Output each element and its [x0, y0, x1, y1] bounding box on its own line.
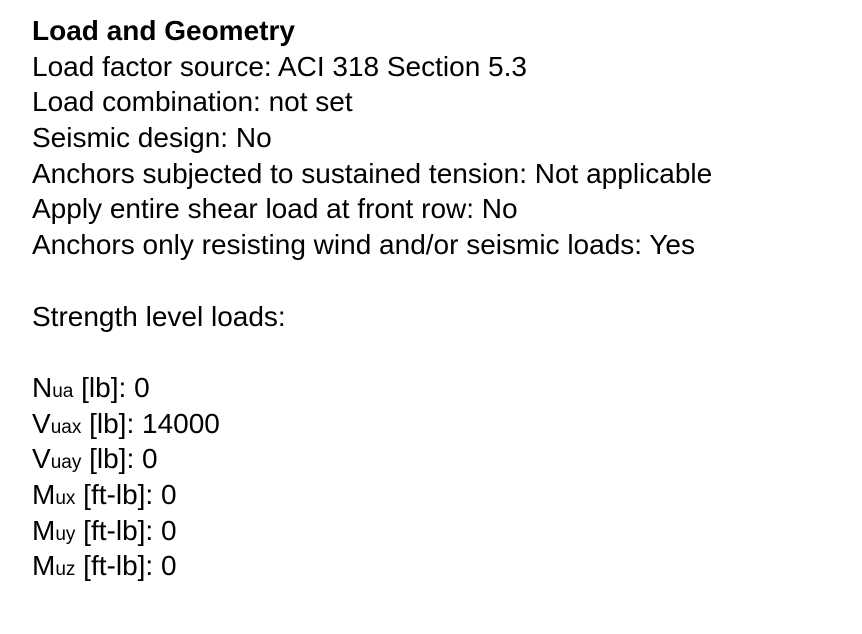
- load-subscript: uax: [50, 416, 82, 438]
- property-shear-front-row: Apply entire shear load at front row: No: [32, 193, 518, 225]
- load-vuax: [32, 406, 852, 442]
- load-nua: [32, 370, 852, 406]
- spacer: [32, 263, 852, 299]
- load-muz: [32, 548, 852, 584]
- load-value: [lb]: 0: [73, 371, 150, 403]
- load-value: [lb]: 14000: [81, 407, 220, 439]
- load-mux: [32, 477, 852, 513]
- spacer: [32, 334, 852, 370]
- load-symbol: V: [32, 443, 51, 475]
- load-value: [lb]: 0: [81, 443, 158, 475]
- property-wind-seismic-only: Anchors only resisting wind and/or seismic loads: Yes: [32, 229, 696, 261]
- load-symbol: V: [32, 407, 51, 439]
- load-symbol: M: [32, 550, 56, 582]
- load-value: [ft-lb]: 0: [75, 550, 177, 582]
- load-geometry-section: [32, 13, 852, 584]
- load-subscript: ux: [55, 487, 76, 509]
- load-symbol: M: [32, 478, 56, 510]
- strength-loads-heading: Strength level loads:: [32, 300, 286, 332]
- property-sustained-tension: Anchors subjected to sustained tension: Not applicable: [32, 157, 713, 189]
- section-title: Load and Geometry: [32, 15, 295, 46]
- load-value: [ft-lb]: 0: [75, 478, 177, 510]
- property-load-factor-source: Load factor source: ACI 318 Section 5.3: [32, 50, 527, 82]
- property-load-combination: Load combination: not set: [32, 86, 353, 118]
- load-symbol: M: [32, 514, 56, 546]
- load-subscript: uay: [50, 452, 82, 474]
- load-symbol: N: [32, 371, 53, 403]
- load-subscript: uz: [55, 559, 76, 581]
- load-value: [ft-lb]: 0: [75, 514, 177, 546]
- load-vuay: [32, 441, 852, 477]
- property-seismic-design: Seismic design: No: [32, 122, 272, 154]
- load-muy: [32, 513, 852, 549]
- load-subscript: uy: [55, 523, 76, 545]
- load-subscript: ua: [52, 380, 74, 402]
